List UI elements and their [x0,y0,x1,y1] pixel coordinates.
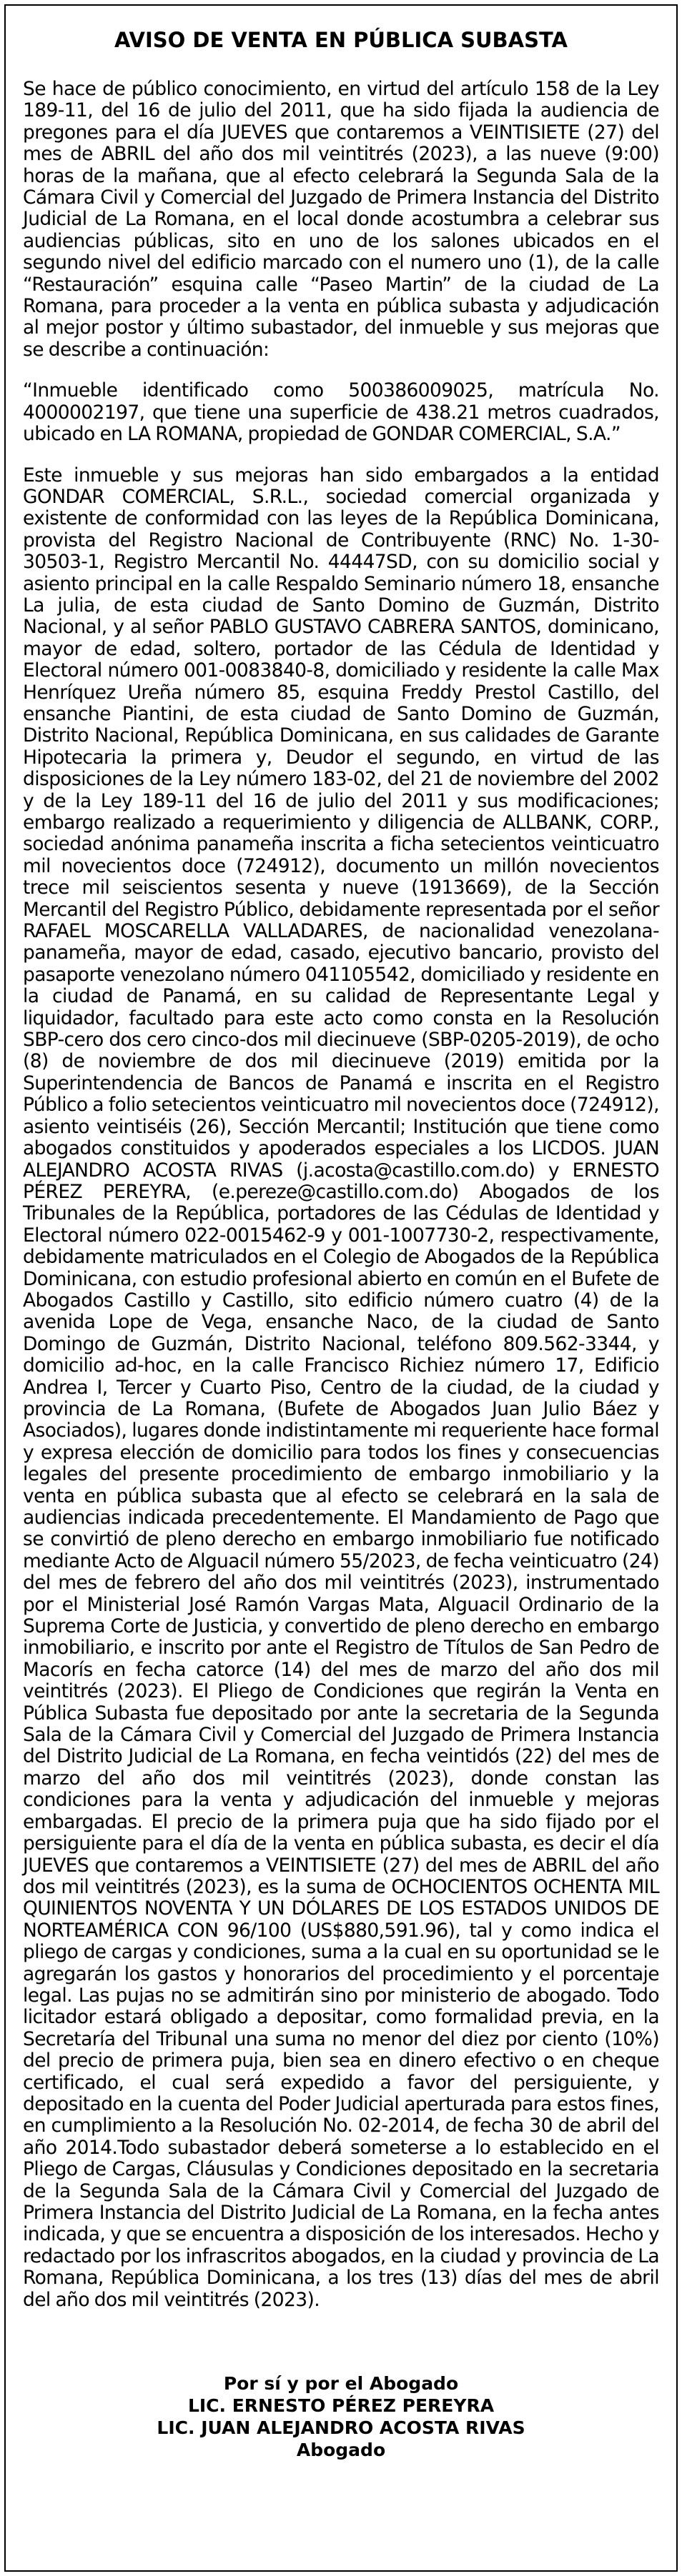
notice-frame [4,4,678,2572]
signature-lawyer-1: LIC. ERNESTO PÉREZ PEREYRA [187,2395,495,2417]
signature-lawyer-2: LIC. JUAN ALEJANDRO ACOSTA RIVAS [157,2417,525,2439]
signature-block [23,2372,659,2461]
signature-line-on-behalf: Por sí y por el Abogado [223,2373,459,2395]
seizure-details-paragraph: Este inmueble y sus mejoras han sido embargados a la entidad GONDAR COMERCIAL, S.R.L., sociedad comercial organizada y existente de conformidad con las leyes de la República Dominicana, provista del Registro Nacional de Contribuyente (RNC) No. 1-30-30503-1, Registro Mercantil No. 44447SD, con su domicilio social y asiento principal en la calle Respaldo Seminario número 18, ensanche La julia, de esta ciudad de Santo Domino de Guzmán, Distrito Nacional, y al señor PABLO GUSTAVO CABRERA SANTOS, dominicano, mayor de edad, soltero, portador de las Cédula de Identidad y Electoral número 001-0083840-8, domiciliado y residente la calle Max Henríquez Ureña número 85, esquina Freddy Prestol Castillo, del ensanche Piantini, de esta ciudad de Santo Domino de Guzmán, Distrito Nacional, República Dominicana, en sus calidades de Garante Hipotecaria la primera y, Deudor el segundo, en virtud de las disposiciones de la Ley número 183-02, del 21 de noviembre del 2002 y de la Ley 189-11 del 16 de julio del 2011 y sus modificaciones; embargo realizado a requerimiento y diligencia de ALLBANK, CORP., sociedad anónima panameña inscrita a ficha setecientos veinticuatro mil novecientos doce (724912), documento un millón novecientos trece mil seiscientos sesenta y nueve (1913669), de la Sección Mercantil del Registro Público, debidamente representada por el señor RAFAEL MOSCARELLA VALLADARES, de nacionalidad venezolana-panameña, mayor de edad, casado, ejecutivo bancario, provisto del pasaporte venezolano número 041105542, domiciliado y residente en la ciudad de Panamá, en su calidad de Representante Legal y liquidador, facultado para este acto como consta en la Resolución SBP-cero dos cero cinco-dos mil diecinueve (SBP-0205-2019), de ocho (8) de noviembre de dos mil diecinueve (2019) emitida por la Superintendencia de Bancos de Panamá e inscrita en el Registro Público a folio setecientos veinticuatro mil novecientos doce (724912), asiento veintiséis (26), Sección Mercantil; Institución que tiene como abogados constituidos y apoderados especiales a los LICDOS. JUAN ALEJANDRO ACOSTA RIVAS (j.acosta@castillo.com.do) y ERNESTO PÉREZ PEREYRA, (e.pereze@castillo.com.do) Abogados de los Tribunales de la República, portadores de las Cédulas de Identidad y Electoral número 022-0015462-9 y 001-1007730-2, respectivamente, debidamente matriculados en el Colegio de Abogados de la República Dominicana, con estudio profesional abierto en común en el Bufete de Abogados Castillo y Castillo, sito edificio número cuatro (4) de la avenida Lope de Vega, ensanche Naco, de la ciudad de Santo Domingo de Guzmán, Distrito Nacional, teléfono 809.562-3344, y domicilio ad-hoc, en la calle Francisco Richiez número 17, Edificio Andrea I, Tercer y Cuarto Piso, Centro de la ciudad, de la ciudad y provincia de La Romana, (Bufete de Abogados Juan Julio Báez y Asociados), lugares donde indistintamente mi requeriente hace formal y expresa elección de domicilio para todos los fines y consecuencias legales del presente procedimiento de embargo inmobiliario y la venta en pública subasta que al efecto se celebrará en la sala de audiencias indicada precedentemente. El Mandamiento de Pago que se convirtió de pleno derecho en embargo inmobiliario fue notificado mediante Acto de Alguacil número 55/2023, de fecha veinticuatro (24) del mes de febrero del año dos mil veintitrés (2023), instrumentado por el Ministerial José Ramón Vargas Mata, Alguacil Ordinario de la Suprema Corte de Justicia, y convertido de pleno derecho en embargo inmobiliario, e inscrito por ante el Registro de Títulos de San Pedro de Macorís en fecha catorce (14) del mes de marzo del año dos mil veintitrés (2023). El Pliego de Condiciones que regirán la Venta en Pública Subasta fue depositado por ante la secretaria de la Segunda Sala de la Cámara Civil y Comercial del Juzgado de Primera Instancia del Distrito Judicial de La Romana, en fecha veintidós (22) del mes de marzo del año dos mil veintitrés (2023), donde constan las condiciones para la venta y adjudicación del inmueble y mejoras embargadas. El precio de la primera puja que ha sido fijado por el persiguiente para el día de la venta en pública subasta, es decir el día JUEVES que contaremos a VEINTISIETE (27) del mes de ABRIL del año dos mil veintitrés (2023), es la suma de OCHOCIENTOS OCHENTA MIL QUINIENTOS NOVENTA Y UN DÓLARES DE LOS ESTADOS UNIDOS DE NORTEAMÉRICA CON 96/100 (US$880,591.96), tal y como indica el pliego de cargas y condiciones, suma a la cual en su oportunidad se le agregarán los gastos y honorarios del procedimiento y el porcentaje legal. Las pujas no se admitirán sino por ministerio de abogado. Todo licitador estará obligado a depositar, como formalidad previa, en la Secretaría del Tribunal una suma no menor del diez por ciento (10%) del precio de primera puja, bien sea en dinero efectivo o en cheque certificado, el cual será expedido a favor del persiguiente, y depositado en la cuenta del Poder Judicial aperturada para estos fines, en cumplimiento a la Resolución No. 02-2014, de fecha 30 de abril del año 2014.Todo subastador deberá someterse a lo establecido en el Pliego de Cargas, Cláusulas y Condiciones depositado en la secretaria de la Segunda Sala de la Cámara Civil y Comercial del Juzgado de Primera Instancia del Distrito Judicial de La Romana, en la fecha antes indicada, y que se encuentra a disposición de los interesados. Hecho y redactado por los infrascritos abogados, en la ciudad y provincia de La Romana, República Dominicana, a los tres (13) días del mes de abril del año dos mil veintitrés (2023). [23,464,659,2311]
notice-title: AVISO DE VENTA EN PÚBLICA SUBASTA [114,28,568,52]
property-description-paragraph: “Inmueble identificado como 500386009025, matrícula No. 4000002197, que tiene una superficie de 438.21 metros cuadrados, ubicado en LA ROMANA, propiedad de GONDAR COMERCIAL, S.A.” [23,379,659,446]
signature-role: Abogado [296,2440,386,2461]
intro-paragraph: Se hace de público conocimiento, en virtud del artículo 158 de la Ley 189-11, del 16 de julio del 2011, que ha sido fijada la audiencia de pregones para el día JUEVES que contaremos a VEINTISIETE (27) del mes de ABRIL del año dos mil veintitrés (2023), a las nueve (9:00) horas de la mañana, que al efecto celebrará la Segunda Sala de la Cámara Civil y Comercial del Juzgado de Primera Instancia del Distrito Judicial de La Romana, en el local donde acostumbra a celebrar sus audiencias públicas, sito en uno de los salones ubicados en el segundo nivel del edificio marcado con el numero uno (1), de la calle “Restauración” esquina calle “Paseo Martin” de la ciudad de La Romana, para proceder a la venta en pública subasta y adjudicación al mejor postor y último subastador, del inmueble y sus mejoras que se describe a continuación: [23,78,659,361]
